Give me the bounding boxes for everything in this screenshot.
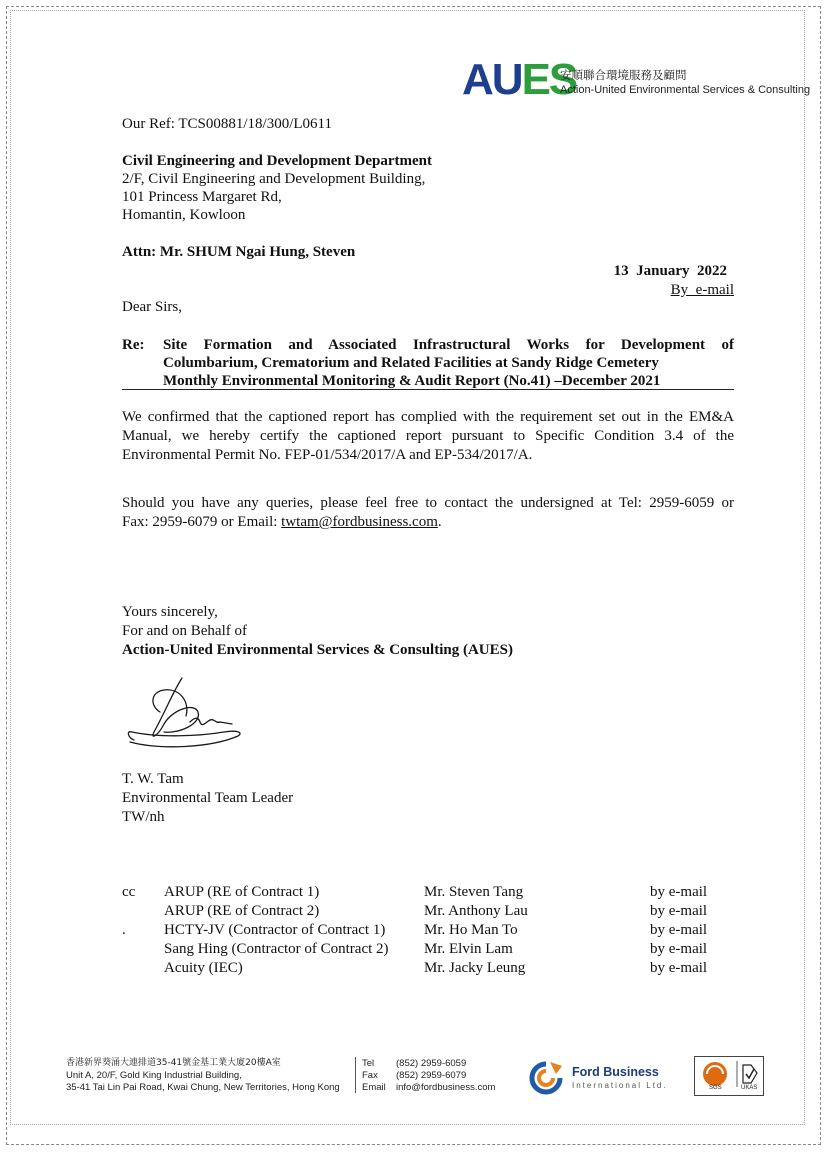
- cc-party: HCTY-JV (Contractor of Contract 1): [164, 922, 386, 938]
- cc-label: cc: [122, 884, 136, 900]
- footer-divider: [355, 1057, 356, 1093]
- cc-person: Mr. Ho Man To: [424, 922, 518, 938]
- footer-email-value: info@fordbusiness.com: [396, 1082, 496, 1093]
- cc-row: [122, 959, 722, 978]
- footer-email-label: Email: [362, 1082, 386, 1093]
- footer-fax-label: Fax: [362, 1070, 378, 1081]
- cc-method: by e-mail: [650, 884, 708, 900]
- ukas-label: UKAS: [741, 1085, 758, 1091]
- body-p2-line-2: [122, 513, 442, 532]
- signatory-name: T. W. Tam: [122, 771, 184, 787]
- recipient-address-2: 101 Princess Margaret Rd,: [122, 189, 282, 205]
- footer-address-2: 35-41 Tai Lin Pai Road, Kwai Chung, New Territories, Hong Kong: [66, 1082, 340, 1093]
- cc-method: by e-mail: [650, 960, 708, 976]
- cc-party: Acuity (IEC): [164, 960, 243, 976]
- cc-party: ARUP (RE of Contract 1): [164, 884, 320, 900]
- cc-party: Sang Hing (Contractor of Contract 2): [164, 941, 389, 957]
- subject-underline: [122, 389, 734, 390]
- subject-line-1: Site Formation and Associated Infrastructural Works for Development of: [163, 337, 734, 353]
- contact-email-link[interactable]: twtam@fordbusiness.com: [281, 514, 438, 530]
- our-reference: Our Ref: TCS00881/18/300/L0611: [122, 116, 332, 132]
- signatory-initials: TW/nh: [122, 809, 165, 825]
- body-p1-line-2: Manual, we hereby certify the captioned report pursuant to Specific Condition 3.4 of the: [122, 428, 734, 444]
- footer-address-1: Unit A, 20/F, Gold King Industrial Building,: [66, 1070, 242, 1081]
- delivery-method: By e-mail: [670, 282, 734, 298]
- ford-business-name: Ford Business: [572, 1065, 659, 1079]
- cc-row: [122, 883, 722, 902]
- cc-method: by e-mail: [650, 903, 708, 919]
- cc-person: Mr. Anthony Lau: [424, 903, 528, 919]
- subject-label: Re:: [122, 337, 145, 353]
- cc-method: by e-mail: [650, 922, 708, 938]
- body-p1-line-3: Environmental Permit No. FEP-01/534/2017/A and EP-534/2017/A.: [122, 447, 533, 463]
- subject-line-3: Monthly Environmental Monitoring & Audit Report (No.41) –December 2021: [163, 373, 661, 389]
- cc-person: Mr. Elvin Lam: [424, 941, 513, 957]
- cc-row: [122, 902, 722, 921]
- handwritten-signature: [120, 672, 250, 754]
- recipient-address-1: 2/F, Civil Engineering and Development Building,: [122, 171, 426, 187]
- cc-mark: .: [122, 922, 126, 938]
- ford-business-sub: International Ltd.: [572, 1081, 668, 1090]
- sgs-label: SGS: [709, 1085, 722, 1091]
- signatory-title: Environmental Team Leader: [122, 790, 294, 806]
- cc-method: by e-mail: [650, 941, 708, 957]
- cc-person: Mr. Jacky Leung: [424, 960, 526, 976]
- body-p2-prefix: Fax: 2959-6079 or Email:: [122, 514, 282, 530]
- cc-party: ARUP (RE of Contract 2): [164, 903, 320, 919]
- letter-date: 13 January 2022: [613, 263, 727, 279]
- sign-off: Yours sincerely,: [122, 604, 218, 620]
- certification-badges: [694, 1056, 764, 1096]
- body-p2-line-1: Should you have any queries, please feel free to contact the undersigned at Tel: 2959-6059 or: [122, 495, 734, 511]
- attention-line: Attn: Mr. SHUM Ngai Hung, Steven: [122, 244, 356, 260]
- recipient-address-3: Homantin, Kowloon: [122, 207, 246, 223]
- cc-row: [122, 921, 722, 940]
- aues-name-english: Action-United Environmental Services & Consulting: [560, 84, 811, 96]
- body-p2-suffix: .: [437, 514, 442, 530]
- on-behalf: For and on Behalf of: [122, 623, 247, 639]
- footer-fax-value: (852) 2959-6079: [396, 1070, 467, 1081]
- footer-address-chinese: 香港新界葵涌大連排道35-41號金基工業大廈20樓A室: [66, 1058, 281, 1068]
- aues-logo: AUES: [462, 55, 577, 104]
- closing-company: Action-United Environmental Services & Consulting (AUES): [122, 642, 513, 658]
- ford-business-logo-icon: [526, 1060, 566, 1096]
- cc-person: Mr. Steven Tang: [424, 884, 524, 900]
- salutation: Dear Sirs,: [122, 299, 182, 315]
- aues-name-chinese: 安順聯合環境服務及顧問: [560, 68, 687, 82]
- body-p1-line-1: We confirmed that the captioned report has complied with the requirement set out in the EM&A: [122, 409, 734, 425]
- cc-row: [122, 940, 722, 959]
- footer-tel-label: Tel: [362, 1058, 375, 1069]
- footer-tel-value: (852) 2959-6059: [396, 1058, 467, 1069]
- recipient-org: Civil Engineering and Development Department: [122, 153, 432, 169]
- subject-line-2: Columbarium, Crematorium and Related Facilities at Sandy Ridge Cemetery: [163, 355, 659, 371]
